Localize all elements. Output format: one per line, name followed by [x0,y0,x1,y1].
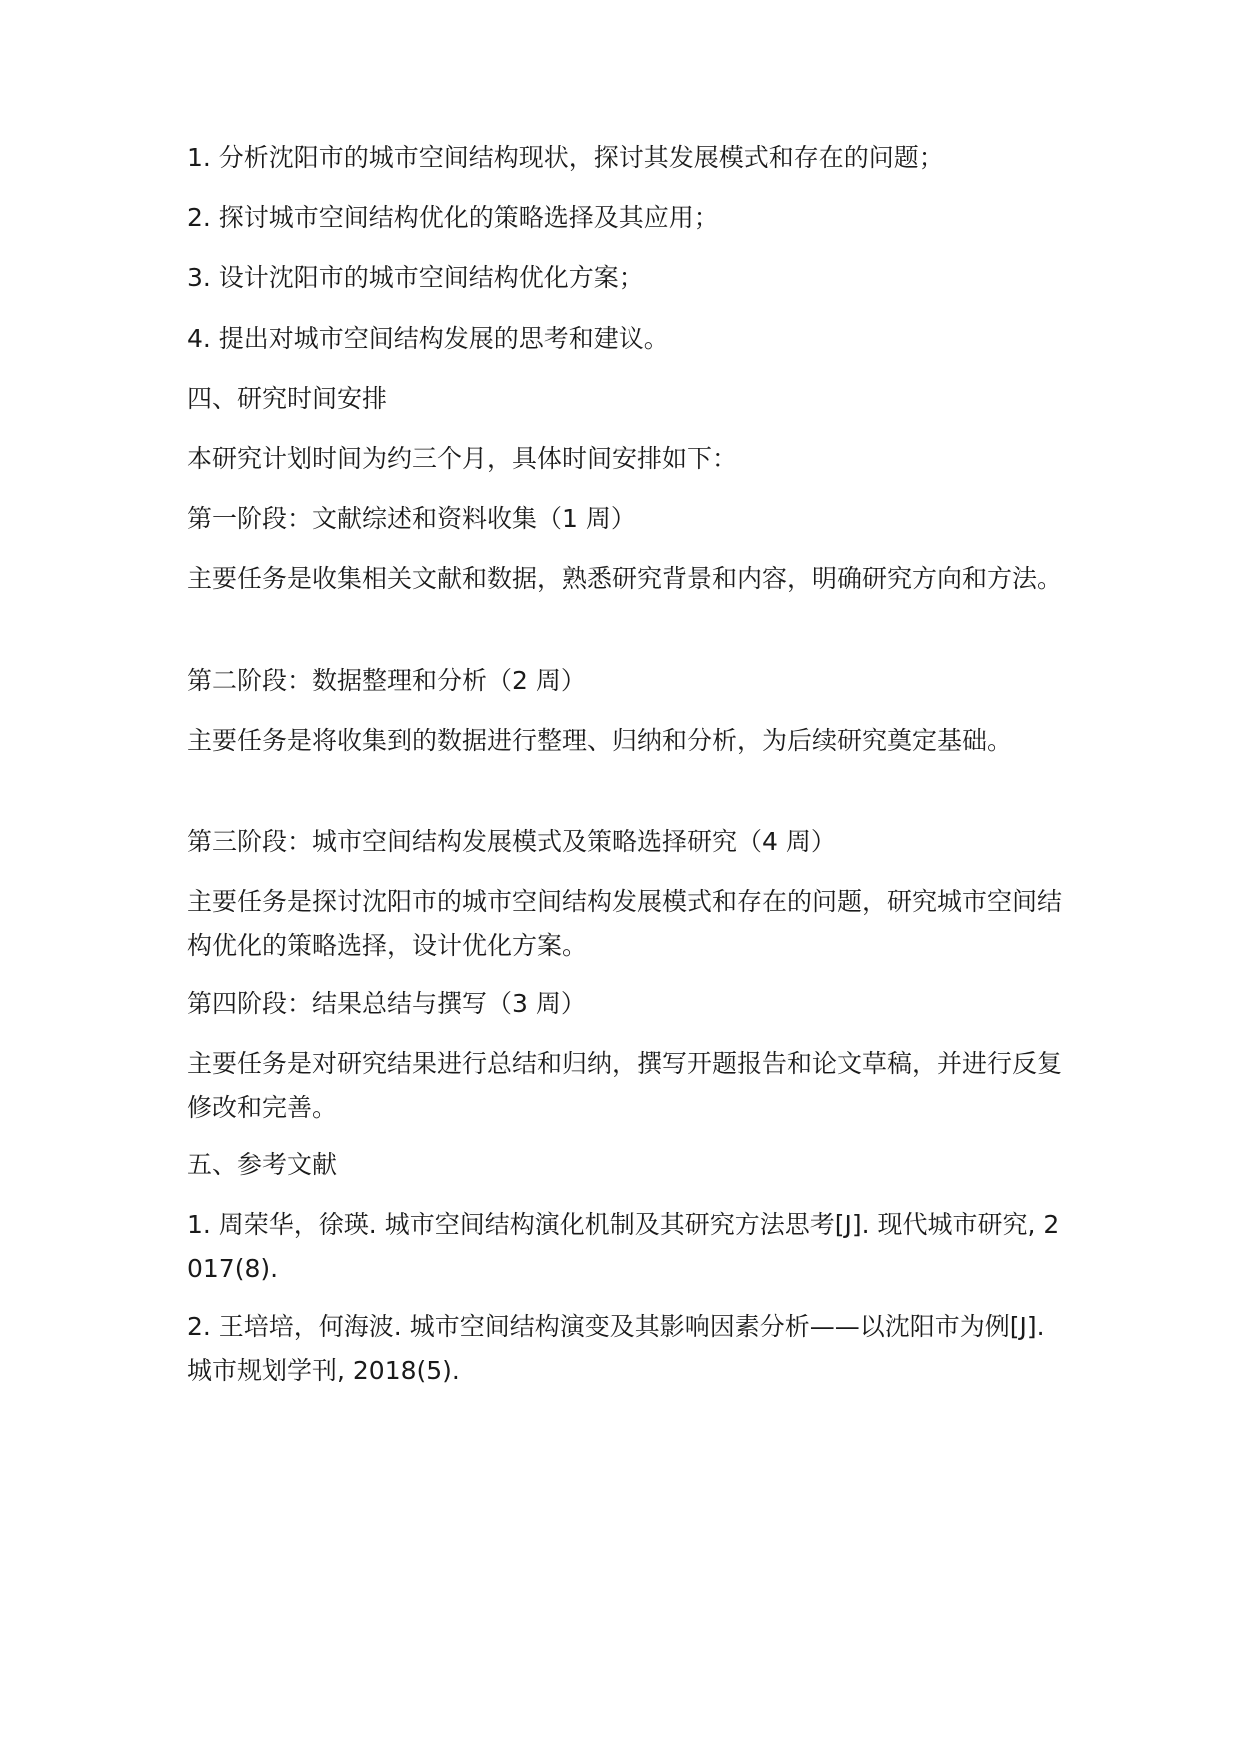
stage-description: 主要任务是探讨沈阳市的城市空间结构发展模式和存在的问题，研究城市空间结构优化的策略选择，设计优化方案。 [187,887,1063,960]
schedule-intro: 本研究计划时间为约三个月，具体时间安排如下： [187,444,738,473]
section-heading: 四、研究时间安排 [187,384,388,413]
stage-description: 主要任务是将收集到的数据进行整理、归纳和分析，为后续研究奠定基础。 [187,726,1013,755]
stage-title: 第二阶段：数据整理和分析（2 周） [187,666,586,695]
reference-item: 1. 周荣华，徐瑛. 城市空间结构演化机制及其研究方法思考[J]. 现代城市研究, 2017(8). [187,1210,1060,1283]
objective-item: 3. 设计沈阳市的城市空间结构优化方案； [187,263,644,292]
stage-title: 第一阶段：文献综述和资料收集（1 周） [187,504,636,533]
stage-description: 主要任务是对研究结果进行总结和归纳，撰写开题报告和论文草稿，并进行反复修改和完善。 [187,1049,1063,1122]
objective-item: 1. 分析沈阳市的城市空间结构现状，探讨其发展模式和存在的问题； [187,143,944,172]
section-heading: 五、参考文献 [187,1150,338,1179]
stage-description: 主要任务是收集相关文献和数据，熟悉研究背景和内容，明确研究方向和方法。 [187,564,1063,593]
objective-item: 4. 提出对城市空间结构发展的思考和建议。 [187,324,669,353]
reference-item: 2. 王培培，何海波. 城市空间结构演变及其影响因素分析——以沈阳市为例[J]. 城市规划学刊, 2018(5). [187,1312,1045,1385]
stage-title: 第三阶段：城市空间结构发展模式及策略选择研究（4 周） [187,827,836,856]
stage-title: 第四阶段：结果总结与撰写（3 周） [187,989,586,1018]
objective-item: 2. 探讨城市空间结构优化的策略选择及其应用； [187,203,719,232]
